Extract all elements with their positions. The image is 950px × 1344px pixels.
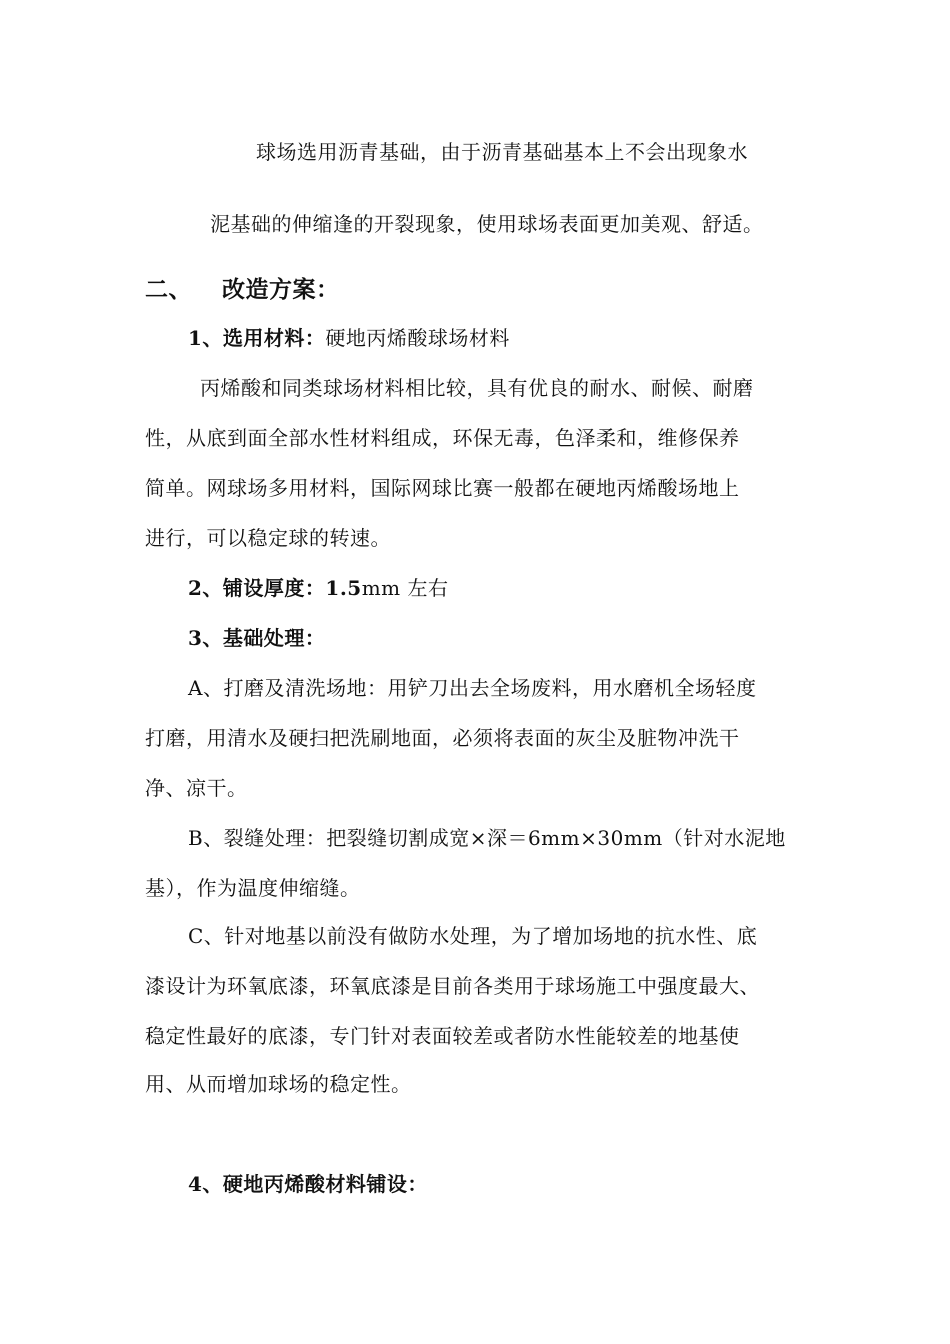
section-number: 二、: [145, 276, 192, 303]
item-1-heading: 1、选用材料：: [188, 326, 326, 350]
para-b-line-2: 基），作为温度伸缩缝。: [145, 876, 361, 900]
item-2-unit: mm 左右: [361, 576, 449, 600]
para-1-line-1: 丙烯酸和同类球场材料相比较，具有优良的耐水、耐候、耐磨: [200, 376, 754, 400]
item-4-heading: 4、硬地丙烯酸材料铺设：: [188, 1172, 428, 1196]
section-heading: [145, 276, 340, 304]
para-b-line-1: B、裂缝处理：把裂缝切割成宽×深＝6mm×30mm（针对水泥地: [188, 826, 786, 850]
para-c-line-3: 稳定性最好的底漆，专门针对表面较差或者防水性能较差的地基使: [145, 1024, 740, 1048]
intro-line-2: 泥基础的伸缩逢的开裂现象，使用球场表面更加美观、舒适。: [210, 212, 764, 236]
para-c-line-1: C、针对地基以前没有做防水处理，为了增加场地的抗水性、底: [188, 924, 758, 948]
para-1-line-4: 进行，可以稳定球的转速。: [145, 526, 391, 550]
item-2-value: 1.5: [325, 576, 362, 600]
intro-line-1: 球场选用沥青基础，由于沥青基础基本上不会出现象水: [256, 140, 748, 164]
item-1-text: 硬地丙烯酸球场材料: [325, 326, 510, 350]
para-c-line-2: 漆设计为环氧底漆，环氧底漆是目前各类用于球场施工中强度最大、: [145, 974, 760, 998]
para-1-line-3: 简单。网球场多用材料，国际网球比赛一般都在硬地丙烯酸场地上: [145, 476, 740, 500]
para-a-line-3: 净、凉干。: [145, 776, 248, 800]
para-a-line-1: A、打磨及清洗场地：用铲刀出去全场废料，用水磨机全场轻度: [188, 676, 757, 700]
para-1-line-2: 性，从底到面全部水性材料组成，环保无毒，色泽柔和，维修保养: [145, 426, 740, 450]
section-title: 改造方案：: [222, 276, 340, 303]
para-a-line-2: 打磨，用清水及硬扫把洗刷地面，必须将表面的灰尘及脏物冲洗干: [145, 726, 740, 750]
item-1: [188, 324, 510, 352]
item-2-heading: 2、铺设厚度：: [188, 576, 326, 600]
item-2: [188, 574, 449, 602]
item-3-heading: 3、基础处理：: [188, 626, 326, 650]
para-c-line-4: 用、从而增加球场的稳定性。: [145, 1072, 412, 1096]
